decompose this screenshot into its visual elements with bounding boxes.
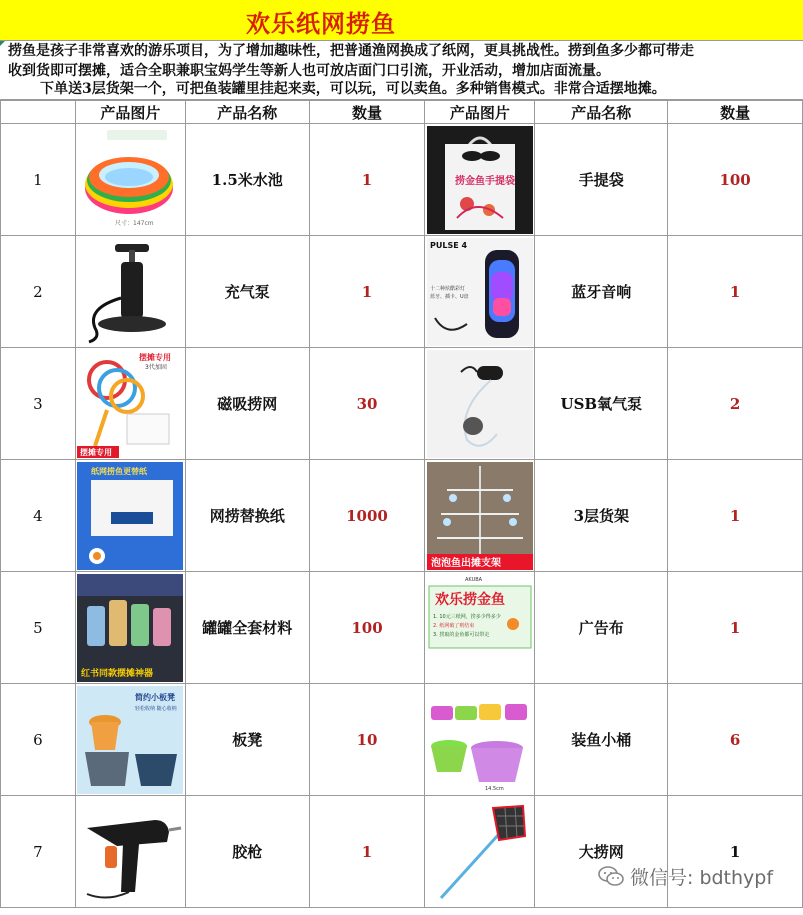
shelf-caption: 泡泡鱼出摊支架: [430, 557, 501, 569]
row-index: 4: [1, 460, 76, 572]
product-qty: 10: [309, 684, 425, 796]
magnetic-net-image: [75, 348, 185, 460]
table-row: [1, 684, 803, 796]
product-qty: 100: [668, 124, 803, 236]
banner-brand: AKUBA: [464, 576, 482, 583]
product-name: 罐罐全套材料: [185, 572, 309, 684]
speaker-sub: 十二种炫酷彩灯: [429, 285, 465, 292]
banner-line-1: 1. 10元三纸网，捞多少得多少: [432, 613, 501, 620]
header-index: [1, 101, 76, 124]
product-table: [0, 100, 803, 908]
glue-gun-image: [75, 796, 185, 908]
paper-title: 纸网捞鱼更替纸: [91, 466, 148, 476]
jars-caption: 红书同款摆摊神器: [81, 668, 154, 679]
stool-text-2: 轻松收纳 随心收纳: [135, 705, 177, 712]
pool-caption: 尺寸：147cm: [115, 219, 154, 227]
product-name: 1.5米水池: [185, 124, 309, 236]
wechat-watermark: [598, 863, 773, 892]
row-index: 1: [1, 124, 76, 236]
banner-line-2: 2. 纸网破了则结束: [432, 622, 475, 629]
product-qty: 100: [309, 572, 425, 684]
product-name: 胶枪: [185, 796, 309, 908]
net-tag-2: 3代加固: [145, 363, 168, 371]
product-qty: 1: [309, 796, 425, 908]
wechat-icon: [598, 865, 624, 892]
usb-oxygen-pump-image: [425, 348, 535, 460]
row-index: 6: [1, 684, 76, 796]
stool-text: 简约小板凳: [135, 692, 176, 702]
product-qty: 1000: [309, 460, 425, 572]
table-row: [1, 348, 803, 460]
product-name: 板凳: [185, 684, 309, 796]
handbag-image: [425, 124, 535, 236]
table-row: [1, 124, 803, 236]
intro-text: [0, 41, 803, 100]
product-qty: 30: [309, 348, 425, 460]
product-qty: 2: [668, 348, 803, 460]
header-qty-right: 数量: [668, 101, 803, 124]
air-pump-image: [75, 236, 185, 348]
product-qty: 1: [309, 124, 425, 236]
net-tag: 摆摊专用: [139, 352, 172, 362]
replacement-paper-image: [75, 460, 185, 572]
banner-line-3: 3. 捞取的金鱼都可以带走: [432, 631, 490, 638]
table-row: [1, 460, 803, 572]
row-index: 3: [1, 348, 76, 460]
title-banner: [0, 0, 803, 41]
product-name: 充气泵: [185, 236, 309, 348]
page-title: 欢乐纸网捞鱼: [246, 9, 396, 38]
product-qty: 1: [668, 796, 803, 908]
fish-bucket-image: [425, 684, 535, 796]
table-row: [1, 572, 803, 684]
watermark-text: 微信号: bdthypf: [630, 867, 774, 889]
comment-marker-icon: [0, 41, 5, 46]
banner-cloth-image: [425, 572, 535, 684]
product-qty: 1: [668, 460, 803, 572]
product-qty: 1: [668, 236, 803, 348]
product-name: 3层货架: [535, 460, 668, 572]
bucket-dim: 14.5cm: [484, 785, 504, 792]
speaker-feat: 蓝牙、插卡、U盘: [429, 293, 469, 300]
header-pic-right: 产品图片: [425, 101, 535, 124]
inflatable-pool-image: [75, 124, 185, 236]
header-qty-left: 数量: [309, 101, 425, 124]
net-tag-bottom: 摆摊专用: [80, 447, 113, 457]
product-name: 磁吸捞网: [185, 348, 309, 460]
header-name-right: 产品名称: [535, 101, 668, 124]
row-index: 2: [1, 236, 76, 348]
product-name: 装鱼小桶: [535, 684, 668, 796]
product-name: 广告布: [535, 572, 668, 684]
product-qty: 6: [668, 684, 803, 796]
intro-line-2: 收到货即可摆摊，适合全职兼职宝妈学生等新人也可放店面门口引流，开业活动，增加店面流量。: [8, 63, 610, 79]
bag-label: 捞金鱼手提袋: [454, 175, 515, 187]
intro-line-3: 下单送3层货架一个，可把鱼装罐里挂起来卖，可以玩，可以卖鱼。多种销售模式。非常合适摆地摊。: [40, 81, 666, 97]
product-name: 网捞替换纸: [185, 460, 309, 572]
product-qty: 1: [668, 572, 803, 684]
header-name-left: 产品名称: [185, 101, 309, 124]
header-row: [1, 101, 803, 124]
product-name: 蓝牙音响: [535, 236, 668, 348]
jars-kit-image: [75, 572, 185, 684]
stool-image: [75, 684, 185, 796]
large-net-image: [425, 796, 535, 908]
speaker-model: PULSE 4: [429, 240, 467, 250]
product-name: 大捞网: [535, 796, 668, 908]
banner-title: 欢乐捞金鱼: [434, 591, 505, 608]
product-qty: 1: [309, 236, 425, 348]
bluetooth-speaker-image: [425, 236, 535, 348]
intro-line-1: 捞鱼是孩子非常喜欢的游乐项目，为了增加趣味性，把普通渔网换成了纸网，更具挑战性。捞到鱼多少都可带走: [8, 43, 694, 59]
header-pic-left: 产品图片: [75, 101, 185, 124]
product-name: USB氧气泵: [535, 348, 668, 460]
three-tier-shelf-image: [425, 460, 535, 572]
row-index: 7: [1, 796, 76, 908]
row-index: 5: [1, 572, 76, 684]
product-name: 手提袋: [535, 124, 668, 236]
table-row: [1, 236, 803, 348]
